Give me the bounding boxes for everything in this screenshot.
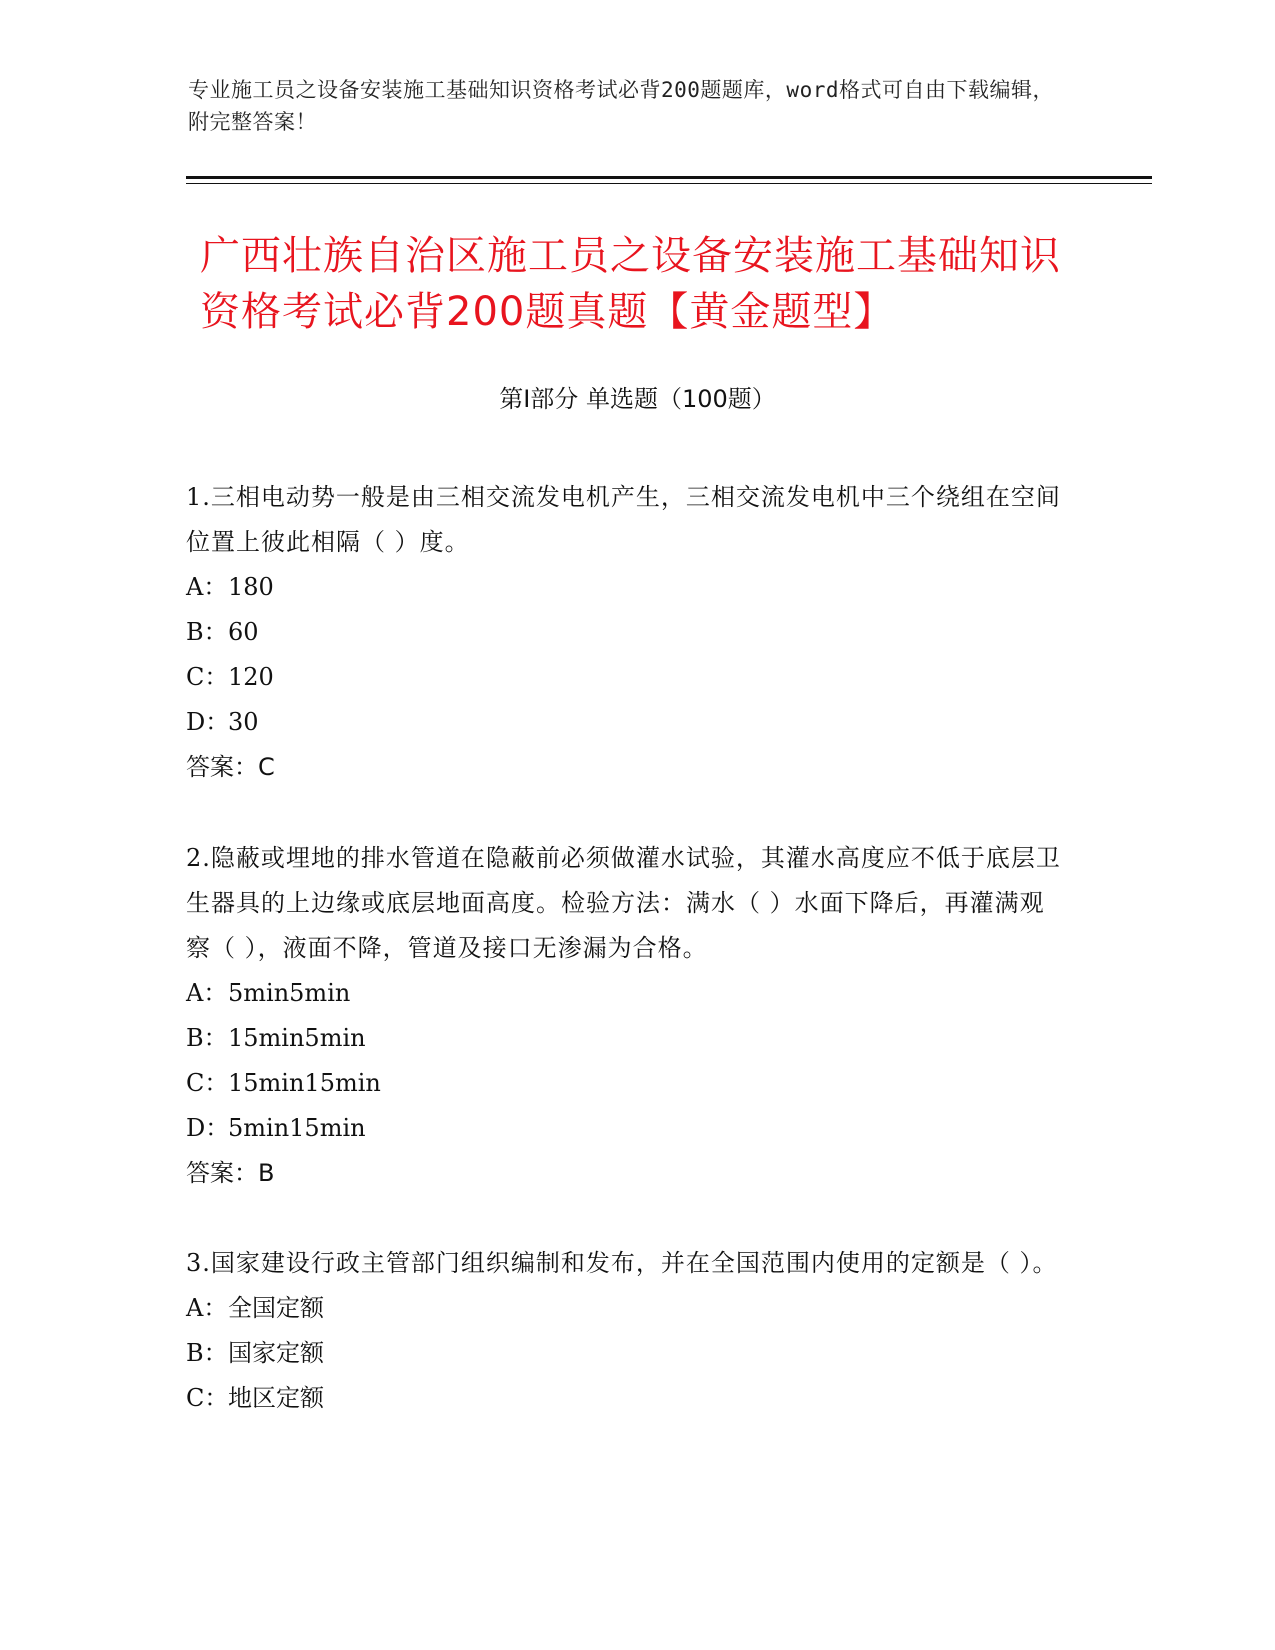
option-key: B： (186, 1339, 228, 1367)
option-d (186, 700, 1066, 745)
option-d (186, 1106, 1066, 1151)
section-heading: 第Ⅰ部分 单选题（100题） (499, 385, 776, 413)
option-a (186, 1286, 1066, 1331)
option-key: D： (186, 1114, 230, 1142)
option-key: C： (186, 1069, 229, 1097)
option-text: 5min15min (228, 1114, 366, 1142)
answer: 答案：B (186, 1159, 275, 1187)
option-text: 15min5min (228, 1024, 366, 1052)
question-2 (186, 836, 1066, 1196)
header-note: 专业施工员之设备安装施工基础知识资格考试必背200题题库，word格式可自由下载编辑，附完整答案！ (188, 78, 1054, 134)
option-text: 国家定额 (228, 1339, 324, 1367)
option-text: 120 (228, 663, 274, 691)
option-c (186, 1061, 1066, 1106)
option-a (186, 971, 1066, 1016)
option-key: A： (186, 1294, 228, 1322)
option-key: A： (186, 979, 228, 1007)
question-stem: 1.三相电动势一般是由三相交流发电机产生，三相交流发电机中三个绕组在空间位置上彼此相隔（ ）度。 (186, 483, 1061, 556)
option-a (186, 565, 1066, 610)
question-stem: 3.国家建设行政主管部门组织编制和发布，并在全国范围内使用的定额是（ ）。 (186, 1249, 1058, 1277)
option-key: B： (186, 618, 228, 646)
question-stem: 2.隐蔽或埋地的排水管道在隐蔽前必须做灌水试验，其灌水高度应不低于底层卫生器具的上边缘或底层地面高度。检验方法：满水（ ）水面下降后，再灌满观察（ ），液面不降，管道及接口无渗漏为合格。 (186, 844, 1061, 962)
option-b (186, 610, 1066, 655)
option-text: 5min5min (228, 979, 351, 1007)
option-text: 全国定额 (228, 1294, 324, 1322)
question-3 (186, 1241, 1066, 1421)
option-key: C： (186, 1384, 229, 1412)
option-text: 30 (228, 708, 259, 736)
option-b (186, 1331, 1066, 1376)
option-key: A： (186, 573, 228, 601)
option-key: D： (186, 708, 230, 736)
option-text: 地区定额 (228, 1384, 324, 1412)
option-c (186, 1376, 1066, 1421)
option-key: C： (186, 663, 229, 691)
header-rule-thin (186, 183, 1152, 184)
option-key: B： (186, 1024, 228, 1052)
answer: 答案：C (186, 753, 275, 781)
option-text: 15min15min (228, 1069, 381, 1097)
header-rule-thick (186, 176, 1152, 179)
document-title: 广西壮族自治区施工员之设备安装施工基础知识资格考试必背200题真题【黄金题型】 (200, 233, 1061, 335)
option-c (186, 655, 1066, 700)
option-b (186, 1016, 1066, 1061)
question-1 (186, 475, 1066, 790)
option-text: 180 (228, 573, 274, 601)
option-text: 60 (228, 618, 259, 646)
